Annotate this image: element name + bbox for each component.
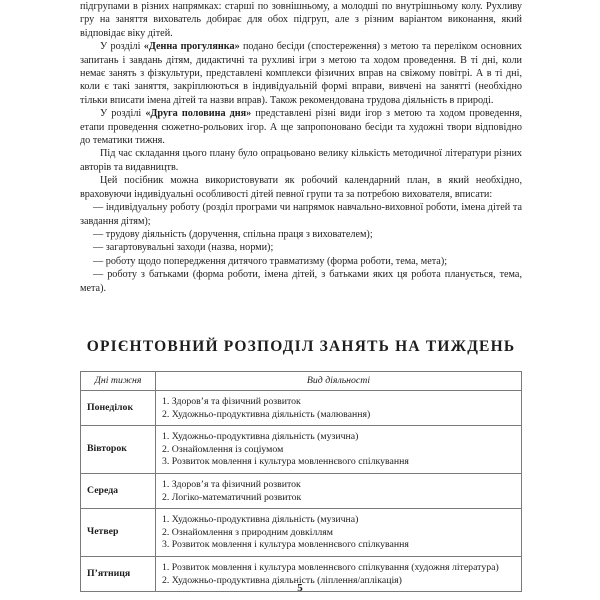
- weekly-schedule-table: [80, 371, 522, 592]
- activities-cell: [156, 473, 522, 508]
- activity-item: 3. Розвиток мовлення і культура мовленнєвого спілкування: [162, 539, 409, 551]
- activity-item: 1. Здоров’я та фізичний розвиток: [162, 396, 301, 407]
- section-title: ОРІЄНТОВНИЙ РОЗПОДІЛ ЗАНЯТЬ НА ТИЖДЕНЬ: [86, 338, 516, 355]
- activities-cell: [156, 391, 522, 426]
- table-row: [81, 473, 522, 508]
- activity-item: 2. Ознайомлення із соціумом: [162, 443, 284, 455]
- day-cell: Четвер: [81, 509, 156, 557]
- list-item: — загартовувальні заходи (назва, норми);: [93, 242, 274, 254]
- activity-item: 2. Логіко-математичний розвиток: [162, 491, 302, 503]
- activities-cell: [156, 509, 522, 557]
- table-row: [81, 426, 522, 474]
- activity-item: 2. Художньо-продуктивна діяльність (малювання): [162, 408, 371, 420]
- list-item: — трудову діяльність (доручення, спільна праця з вихователем);: [93, 228, 373, 240]
- body-text: [80, 0, 522, 295]
- table-header-row: [81, 372, 522, 391]
- header-activity: Вид діяльності: [156, 372, 522, 391]
- paragraph-2-lead: У розділі: [100, 41, 144, 53]
- activity-item: 2. Ознайомлення з природним довкіллям: [162, 526, 333, 538]
- day-cell: Понеділок: [81, 391, 156, 426]
- paragraph-5: Цей посібник можна використовувати як робочий календарний план, в який необхідно, враховуючи індивідуальні особливості дітей певної групи та за потребою вихователя, вписати:: [80, 175, 522, 200]
- table-row: [81, 509, 522, 557]
- activity-item: 1. Художньо-продуктивна діяльність (музична): [162, 514, 359, 526]
- activity-item: 1. Художньо-продуктивна діяльність (музична): [162, 431, 359, 443]
- list-item: — індивідуальну роботу (розділ програми чи напрямок навчально-виховної роботи, імена дітей та завдання дітям);: [80, 202, 522, 227]
- list-item: — роботу з батьками (форма роботи, імена дітей, з батьками яких ця робота планується, тема, мета).: [80, 269, 522, 294]
- paragraph-3: [80, 107, 522, 147]
- paragraph-2: [80, 40, 522, 107]
- activity-item: 2. Художньо-продуктивна діяльність (ліплення/аплікація): [162, 574, 402, 586]
- header-days: Дні тижня: [81, 372, 156, 391]
- section-name-second-half: «Друга половина дня»: [145, 108, 252, 120]
- paragraph-2-rest: подано бесіди (спостереження) з метою та переліком основних запитань і завдань дітям, дидактичні та рухливі ігри з метою та ходом проведення. В ті дні, коли немає занять з фізкультури, представлені комплекси фізичних вправ на свіжому повітрі. А в ті дні, коли є такі заняття, закріплюються в індивідуальній формі вправи, вивчені на занятті (необхідно тільки вписати імена дітей та назви вправ). Також рекомендована трудова діяльність в природі.: [80, 41, 522, 106]
- activity-item: 1. Здоров’я та фізичний розвиток: [162, 478, 301, 490]
- page-number: 5: [297, 582, 303, 594]
- activities-cell: [156, 426, 522, 474]
- paragraph-1: підгрупами в різних напрямках: старші по зовнішньому, а молодші по внутрішньому колу. Рухливу гру на заняття вихователь добирає для обох підгруп, але з різним варіантом виконання, який відповідає віку дітей.: [80, 1, 522, 39]
- activity-item: 3. Розвиток мовлення і культура мовленнєвого спілкування: [162, 456, 409, 468]
- table-row: [81, 391, 522, 426]
- paragraph-3-rest: представлені різні види ігор з метою та ходом проведення, етапи проведення сюжетно-рольових ігор. А ще запропоновано бесіди та художні твори відповідно до тематики тижня.: [80, 108, 523, 147]
- activity-item: 1. Розвиток мовлення і культура мовленнєвого спілкування (художня література): [162, 561, 499, 573]
- day-cell: П’ятниця: [81, 556, 156, 591]
- paragraph-3-lead: У розділі: [100, 108, 146, 120]
- section-name-day-walk: «Денна прогулянка»: [143, 41, 240, 53]
- day-cell: Вівторок: [81, 426, 156, 474]
- list-item: — роботу щодо попередження дитячого травматизму (форма роботи, тема, мета);: [93, 255, 448, 267]
- day-cell: Середа: [81, 473, 156, 508]
- paragraph-4: Під час складання цього плану було опрацьовано велику кількість методичної літератури різних авторів та видавництв.: [80, 148, 522, 173]
